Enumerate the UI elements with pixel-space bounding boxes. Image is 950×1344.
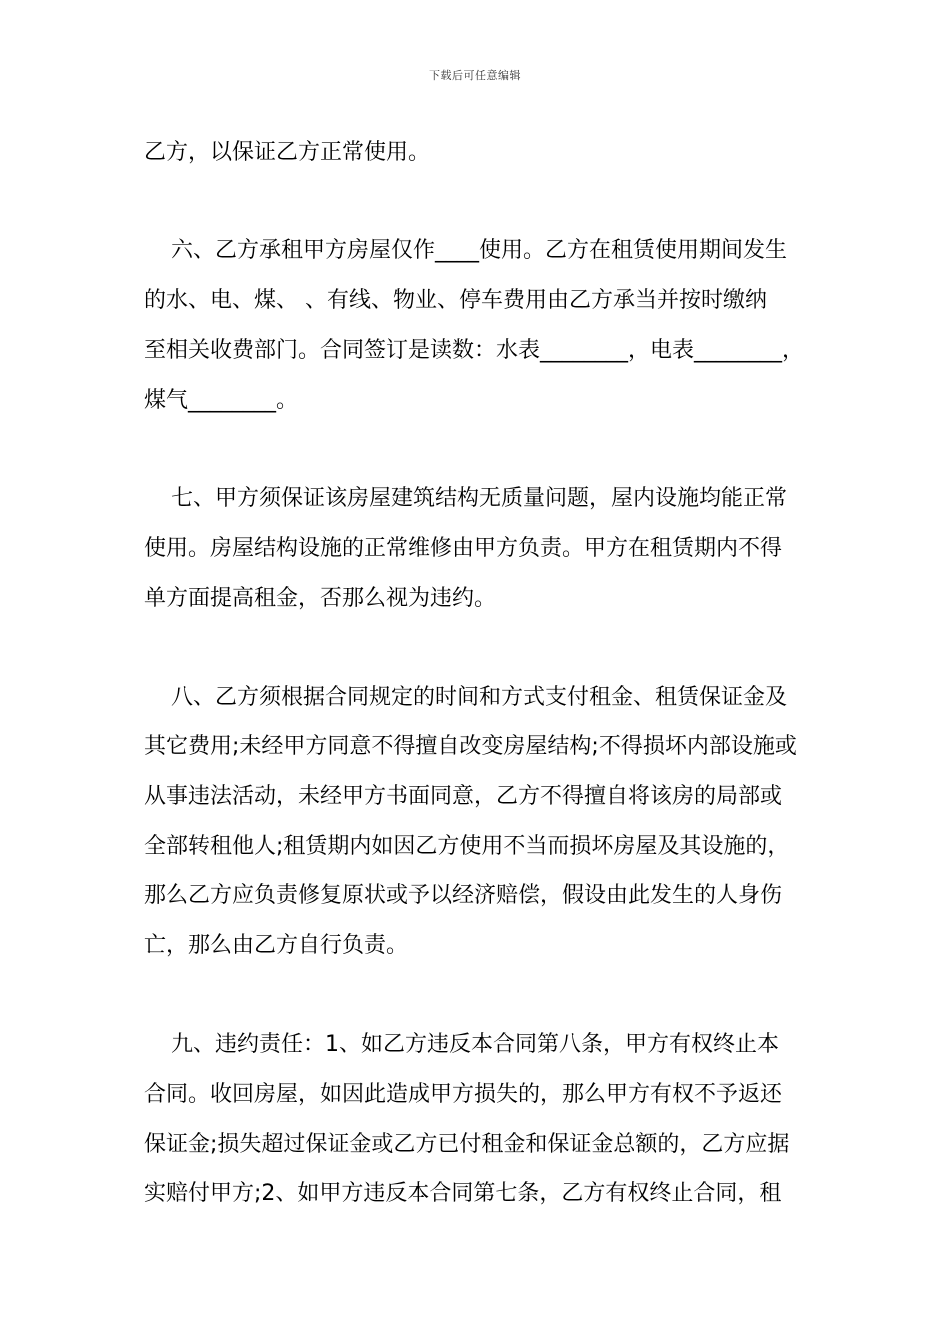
- paragraph-line: 保证金;损失超过保证金或乙方已付租金和保证金总额的，乙方应据: [144, 1132, 790, 1157]
- paragraph-line: 全部转租他人;租赁期内如因乙方使用不当而损坏房屋及其设施的，: [144, 834, 790, 859]
- paragraph-line: 的水、电、煤、 、有线、物业、停车费用由乙方承当并按时缴纳: [144, 288, 767, 313]
- paragraph-line: 煤气________。: [144, 388, 299, 413]
- paragraph-line: 至相关收费部门。合同签订是读数：水表________，电表________，: [144, 338, 805, 363]
- header-note: 下载后可任意编辑: [429, 69, 521, 82]
- paragraph-line: 实赔付甲方;2、如甲方违反本合同第七条，乙方有权终止合同，租: [144, 1181, 782, 1206]
- paragraph-line: 乙方，以保证乙方正常使用。: [144, 140, 431, 165]
- paragraph-line: 八、乙方须根据合同规定的时间和方式支付租金、租赁保证金及: [171, 685, 788, 710]
- paragraph-line: 其它费用;未经甲方同意不得擅自改变房屋结构;不得损坏内部设施或: [144, 734, 797, 759]
- paragraph-line: 九、违约责任：1、如乙方违反本合同第八条，甲方有权终止本: [171, 1032, 779, 1057]
- paragraph-line: 从事违法活动，未经甲方书面同意，乙方不得擅自将该房的局部或: [144, 784, 783, 809]
- paragraph-line: 那么乙方应负责修复原状或予以经济赔偿，假设由此发生的人身伤: [144, 883, 783, 908]
- paragraph-line: 七、甲方须保证该房屋建筑结构无质量问题，屋内设施均能正常: [171, 486, 788, 511]
- paragraph-line: 单方面提高租金，否那么视为违约。: [144, 586, 497, 611]
- paragraph-line: 六、乙方承租甲方房屋仅作____使用。乙方在租赁使用期间发生: [171, 238, 788, 263]
- paragraph-line: 合同。收回房屋，如因此造成甲方损失的，那么甲方有权不予返还: [144, 1082, 783, 1107]
- paragraph-line: 使用。房屋结构设施的正常维修由甲方负责。甲方在租赁期内不得: [144, 536, 783, 561]
- paragraph-line: 亡，那么由乙方自行负责。: [144, 933, 409, 958]
